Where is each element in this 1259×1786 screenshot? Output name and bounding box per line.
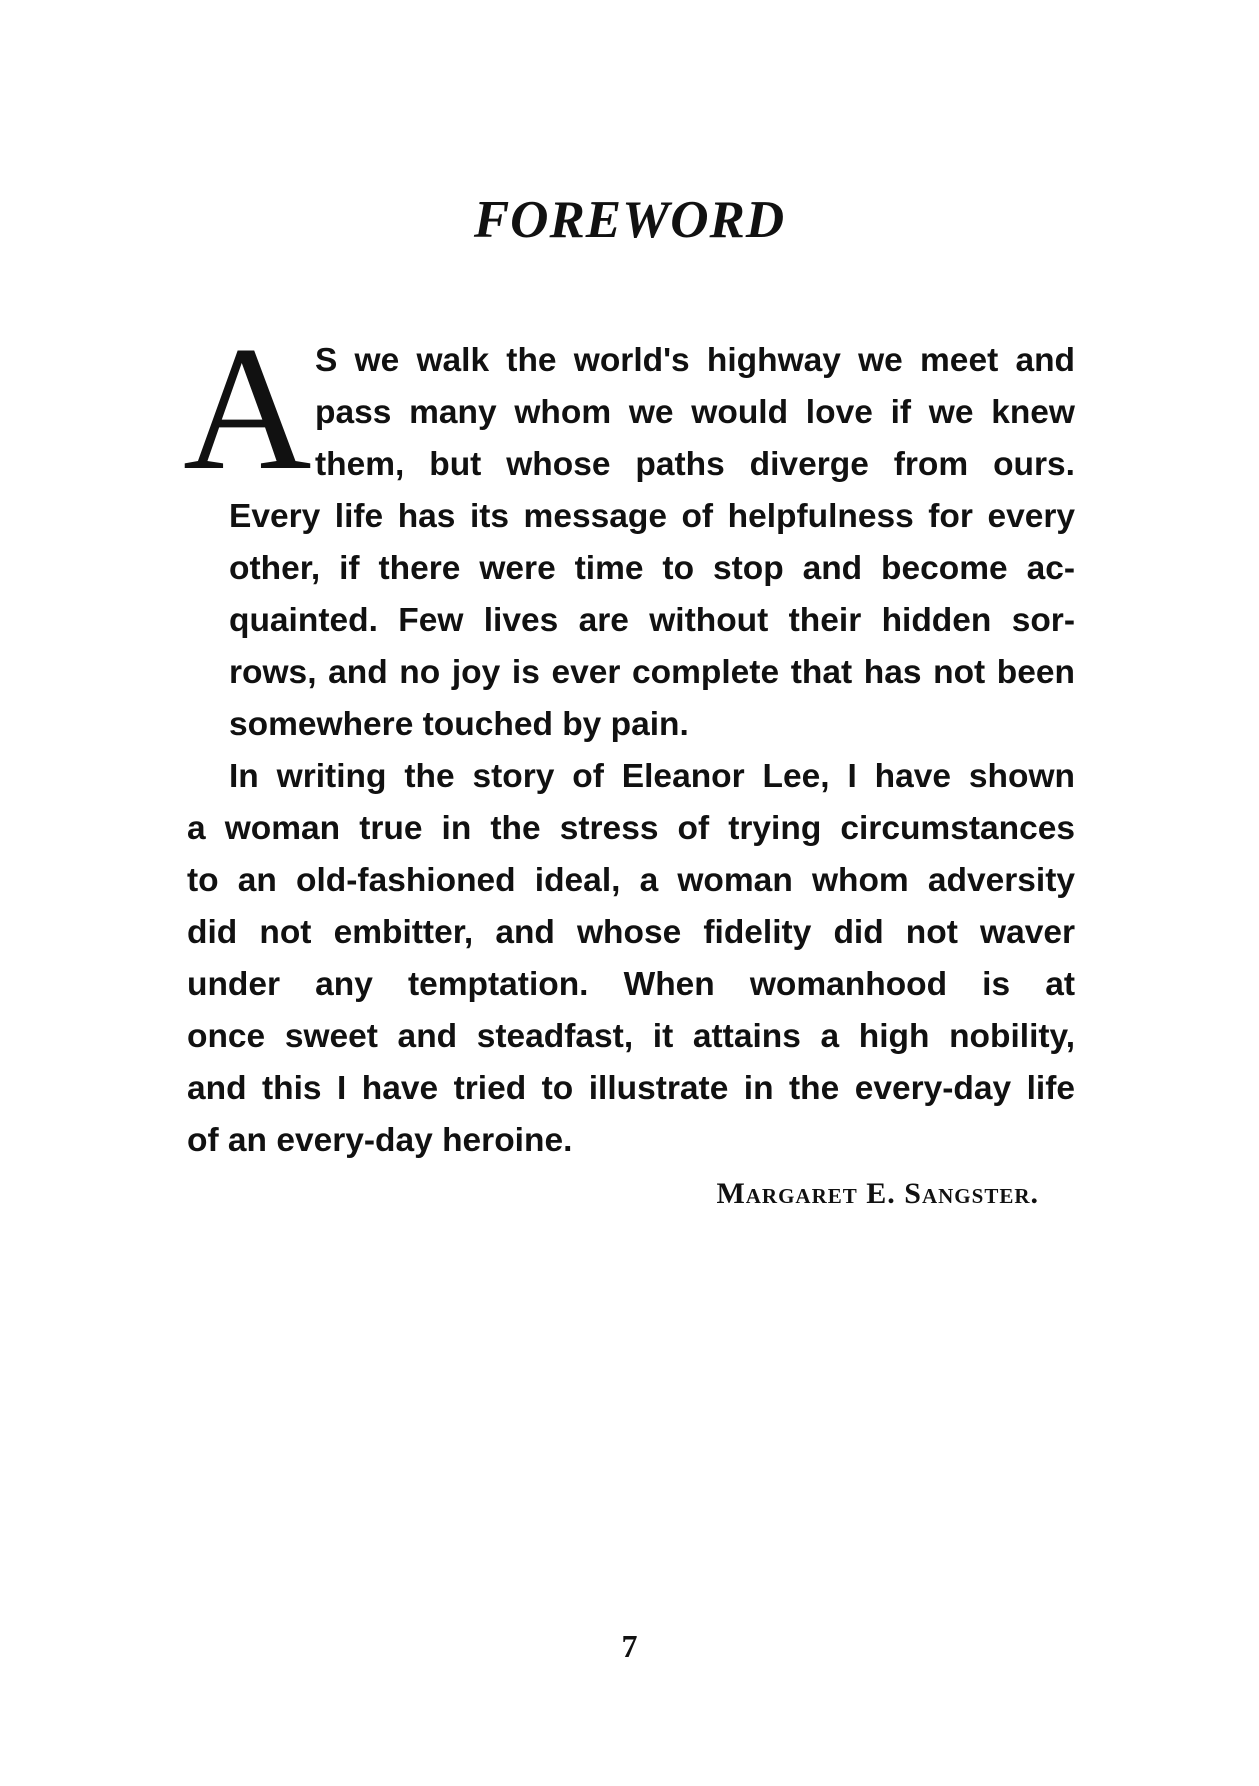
text-line: quainted. Few lives are without their hidden sor- [229,602,1075,639]
text-line: of an every-day heroine. [187,1122,573,1159]
page-title: FOREWORD [473,191,786,249]
paragraph-1-continued [187,491,1075,751]
foreword-body [183,309,1075,1167]
text-line: somewhere touched by pain. [229,706,689,743]
text-line: pass many whom we would love if we knew [315,394,1075,431]
text-line: them, but whose paths diverge from ours. [315,446,1075,483]
text-line: did not embitter, and whose fidelity did not waver [187,914,1075,951]
text-line: a woman true in the stress of trying circumstances [187,810,1075,847]
page-number: 7 [621,1628,638,1664]
text-line: under any temptation. When womanhood is at [187,966,1075,1003]
text-line: other, if there were time to stop and become ac- [229,550,1075,587]
text-line: Every life has its message of helpfulness for every [229,498,1075,535]
text-line: to an old-fashioned ideal, a woman whom adversity [187,862,1075,899]
text-line: S we walk the world's highway we meet and [315,342,1075,379]
paragraph-1 [183,309,1075,507]
paragraph-2 [187,751,1075,1167]
text-line: In writing the story of Eleanor Lee, I have shown [229,758,1075,795]
drop-cap: A [183,309,312,507]
text-line: rows, and no joy is ever complete that has not been [229,654,1075,691]
text-line: once sweet and steadfast, it attains a high nobility, [187,1018,1075,1055]
author-signature: Margaret E. Sangster. [716,1177,1039,1210]
text-line: and this I have tried to illustrate in the every-day life [187,1070,1075,1107]
